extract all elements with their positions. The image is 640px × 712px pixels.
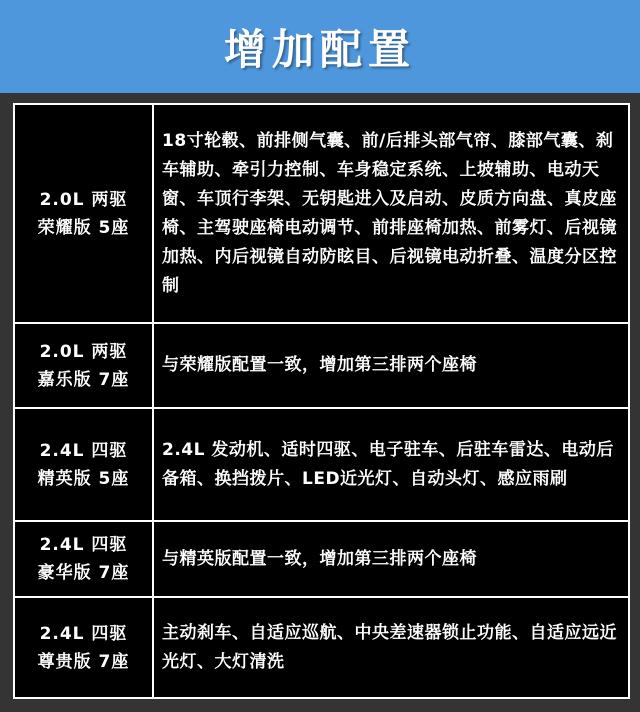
trim-cell-jingying — [15, 409, 154, 522]
trim-spec: 2.0L 两驱 — [39, 341, 128, 362]
header-banner — [0, 0, 640, 93]
config-text: 与精英版配置一致，增加第三排两个座椅 — [162, 548, 477, 569]
trim-name: 荣耀版 5座 — [37, 217, 130, 238]
config-cell-jiale — [154, 324, 628, 409]
config-cell-jingying — [154, 409, 628, 522]
trim-spec: 2.4L 四驱 — [39, 535, 128, 555]
config-table — [13, 103, 630, 699]
trim-cell-jiale — [15, 324, 154, 409]
trim-cell-rongyao — [15, 105, 154, 324]
trim-cell-zungui — [15, 598, 154, 697]
config-text: 2.4L 发动机、适时四驱、电子驻车、后驻车雷达、电动后备箱、换挡拨片、LED近光灯、自动头灯、感应雨刷 — [162, 439, 614, 489]
config-text: 18寸轮毂、前排侧气囊、前/后排头部气帘、膝部气囊、刹车辅助、牵引力控制、车身稳定系统、上坡辅助、电动天窗、车顶行李架、无钥匙进入及启动、皮质方向盘、真皮座椅、主驾驶座椅电动调节、前排座椅加热、前雾灯、后视镜加热、内后视镜自动防眩目、后视镜电动折叠、温度分区控制 — [162, 130, 617, 296]
page-title: 增加配置 — [223, 24, 416, 74]
trim-cell-haohua — [15, 522, 154, 598]
trim-name: 豪华版 7座 — [37, 563, 130, 583]
trim-spec: 2.4L 四驱 — [39, 440, 128, 461]
config-cell-rongyao — [154, 105, 628, 324]
config-text: 主动刹车、自适应巡航、中央差速器锁止功能、自适应远近光灯、大灯清洗 — [162, 622, 617, 672]
trim-name: 嘉乐版 7座 — [37, 369, 130, 390]
trim-spec: 2.0L 两驱 — [39, 189, 128, 210]
config-text: 与荣耀版配置一致，增加第三排两个座椅 — [162, 355, 477, 375]
config-cell-zungui — [154, 598, 628, 697]
trim-name: 尊贵版 7座 — [37, 651, 130, 672]
trim-name: 精英版 5座 — [37, 468, 130, 489]
trim-spec: 2.4L 四驱 — [39, 623, 128, 644]
config-cell-haohua — [154, 522, 628, 598]
